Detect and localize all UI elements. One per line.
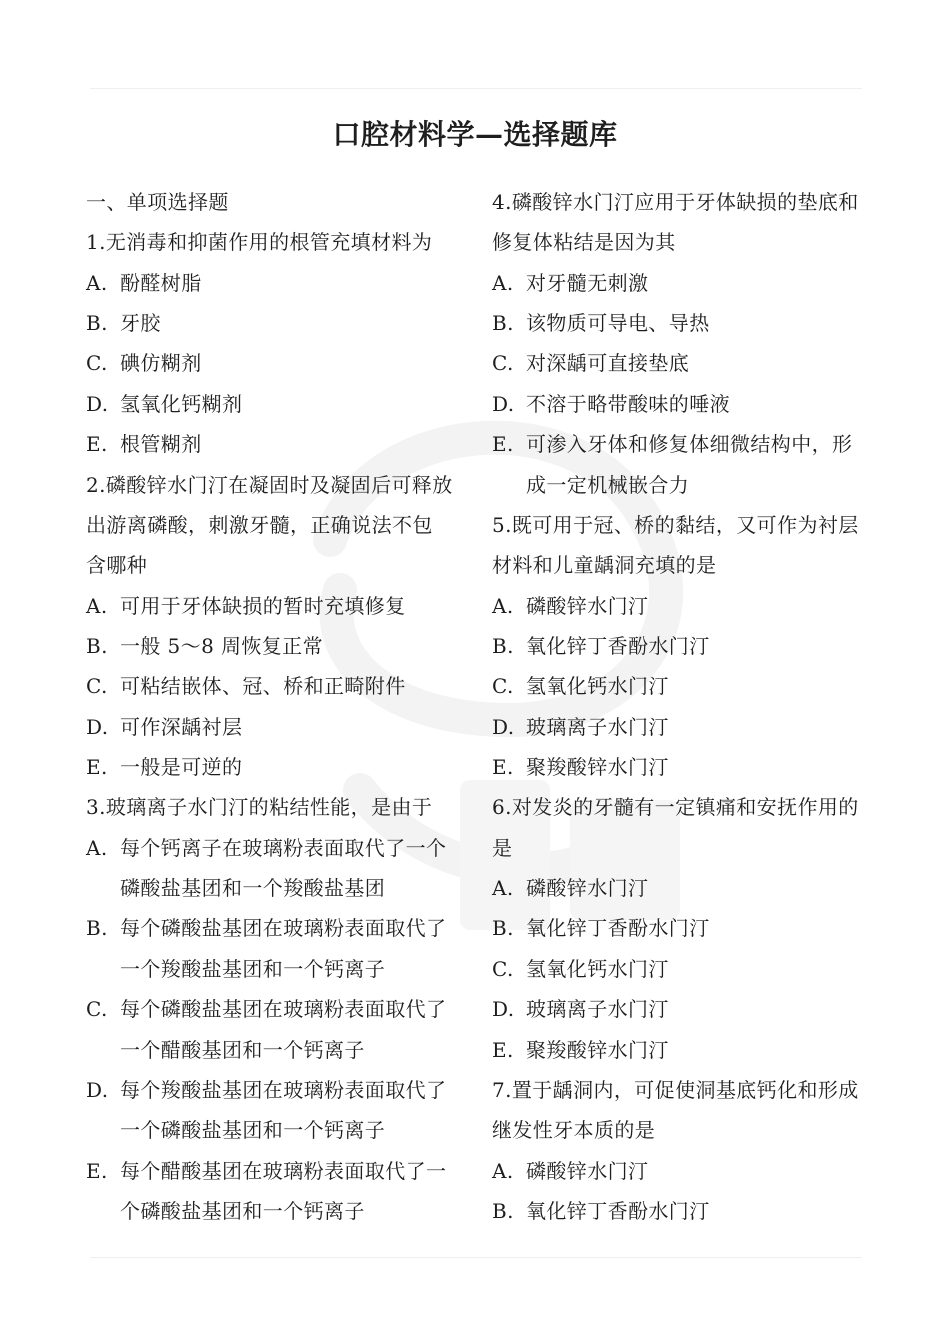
option-a (492, 586, 892, 626)
option-label: A. (86, 835, 108, 860)
option-b (492, 1191, 892, 1231)
option-label: B. (492, 1198, 514, 1223)
option-label: B. (492, 916, 514, 941)
option-text: 玻璃离子水门汀 (526, 714, 669, 739)
option-label: A. (492, 876, 514, 901)
option-label: E. (86, 432, 108, 457)
option-text: 玻璃离子水门汀 (526, 997, 669, 1022)
option-label: D. (86, 1077, 109, 1102)
option-label: D. (86, 391, 109, 416)
option-text: 聚羧酸锌水门汀 (526, 755, 669, 780)
option-text: 对深龋可直接垫底 (526, 351, 690, 376)
option-a (86, 263, 486, 303)
option-a (492, 263, 892, 303)
option-e (86, 1151, 486, 1191)
option-label: C. (86, 997, 108, 1022)
option-text: 氢氧化钙水门汀 (526, 956, 669, 981)
question-stem: 6.对发炎的牙髓有一定镇痛和安抚作用的 (492, 795, 859, 820)
option-text: 根管糊剂 (120, 432, 202, 457)
option-text: 一般 5～8 周恢复正常 (120, 633, 323, 658)
question-stem: 1.无消毒和抑菌作用的根管充填材料为 (86, 230, 433, 255)
option-a (492, 1151, 892, 1191)
option-text-continued: 一个磷酸盐基团和一个钙离子 (120, 1118, 386, 1143)
option-label: E. (492, 432, 514, 457)
option-text: 牙胶 (120, 311, 161, 336)
question-5 (492, 505, 892, 788)
option-c (86, 343, 486, 383)
option-text: 氢氧化钙糊剂 (120, 391, 243, 416)
option-label: C. (86, 351, 108, 376)
option-e (492, 1030, 892, 1070)
option-b (86, 908, 486, 948)
page-title: 口腔材料学—选择题库 (332, 118, 618, 151)
option-e (86, 424, 486, 464)
option-label: E. (492, 755, 514, 780)
option-text: 每个醋酸基团在玻璃粉表面取代了一 (120, 1158, 447, 1183)
footer-rule (90, 1257, 862, 1258)
option-e (492, 747, 892, 787)
question-4 (492, 182, 892, 505)
option-d (86, 707, 486, 747)
option-text-continued: 一个羧酸盐基团和一个钙离子 (120, 956, 386, 981)
option-text: 每个磷酸盐基团在玻璃粉表面取代了 (120, 997, 447, 1022)
option-label: B. (492, 633, 514, 658)
option-b (86, 303, 486, 343)
option-text: 可用于牙体缺损的暂时充填修复 (120, 593, 406, 618)
option-a (86, 828, 486, 868)
option-label: C. (492, 674, 514, 699)
option-label: E. (86, 755, 108, 780)
option-text: 每个羧酸盐基团在玻璃粉表面取代了 (120, 1077, 447, 1102)
option-text: 氧化锌丁香酚水门汀 (526, 633, 710, 658)
question-stem: 5.既可用于冠、桥的黏结，又可作为衬层 (492, 512, 859, 537)
option-d (86, 384, 486, 424)
question-1 (86, 222, 486, 464)
question-stem: 材料和儿童龋洞充填的是 (492, 553, 717, 578)
option-label: B. (492, 311, 514, 336)
option-text: 磷酸锌水门汀 (526, 1158, 649, 1183)
option-c (492, 949, 892, 989)
question-stem: 含哪种 (86, 553, 148, 578)
question-stem: 7.置于龋洞内，可促使洞基底钙化和形成 (492, 1077, 859, 1102)
option-text: 碘仿糊剂 (120, 351, 202, 376)
option-d (86, 1070, 486, 1110)
option-d (492, 384, 892, 424)
option-label: B. (86, 916, 108, 941)
option-text-continued: 个磷酸盐基团和一个钙离子 (120, 1198, 365, 1223)
option-text: 聚羧酸锌水门汀 (526, 1037, 669, 1062)
option-text: 氧化锌丁香酚水门汀 (526, 916, 710, 941)
option-label: D. (492, 391, 515, 416)
option-text: 每个磷酸盐基团在玻璃粉表面取代了 (120, 916, 447, 941)
option-d (492, 707, 892, 747)
option-label: B. (86, 311, 108, 336)
question-stem: 是 (492, 835, 513, 860)
option-text: 该物质可导电、导热 (526, 311, 710, 336)
question-stem: 4.磷酸锌水门汀应用于牙体缺损的垫底和 (492, 190, 859, 214)
left-column (86, 182, 486, 1231)
option-b (492, 908, 892, 948)
option-label: E. (86, 1158, 108, 1183)
option-text: 磷酸锌水门汀 (526, 876, 649, 901)
option-label: A. (492, 593, 514, 618)
option-e (492, 424, 892, 464)
option-c (492, 666, 892, 706)
question-7 (492, 1070, 892, 1231)
option-label: D. (492, 714, 515, 739)
option-text: 每个钙离子在玻璃粉表面取代了一个 (120, 835, 447, 860)
option-label: A. (492, 1158, 514, 1183)
header-rule (90, 88, 862, 89)
option-b (86, 626, 486, 666)
option-text-continued: 一个醋酸基团和一个钙离子 (120, 1037, 365, 1062)
option-label: D. (492, 997, 515, 1022)
option-text: 氧化锌丁香酚水门汀 (526, 1198, 710, 1223)
option-c (86, 666, 486, 706)
option-text: 酚醛树脂 (120, 270, 202, 295)
option-label: C. (86, 674, 108, 699)
option-text: 不溶于略带酸味的唾液 (526, 391, 730, 416)
question-stem: 出游离磷酸，刺激牙髓，正确说法不包 (86, 512, 433, 537)
option-label: A. (86, 593, 108, 618)
option-a (492, 868, 892, 908)
question-stem: 3.玻璃离子水门汀的粘结性能，是由于 (86, 795, 433, 820)
option-text: 可渗入牙体和修复体细微结构中，形 (526, 432, 853, 457)
section-heading: 一、单项选择题 (86, 190, 229, 214)
option-b (492, 626, 892, 666)
question-stem: 修复体粘结是因为其 (492, 230, 676, 255)
right-column (492, 182, 892, 1231)
option-label: C. (492, 351, 514, 376)
option-text-continued: 成一定机械嵌合力 (526, 472, 690, 497)
option-text: 一般是可逆的 (120, 755, 243, 780)
option-b (492, 303, 892, 343)
question-3 (86, 787, 486, 1231)
question-2 (86, 465, 486, 788)
option-text-continued: 磷酸盐基团和一个羧酸盐基团 (120, 876, 386, 901)
option-e (86, 747, 486, 787)
question-6 (492, 787, 892, 1070)
option-text: 可粘结嵌体、冠、桥和正畸附件 (120, 674, 406, 699)
option-label: E. (492, 1037, 514, 1062)
option-text: 磷酸锌水门汀 (526, 593, 649, 618)
option-c (86, 989, 486, 1029)
question-stem: 2.磷酸锌水门汀在凝固时及凝固后可释放 (86, 472, 453, 497)
question-stem: 继发性牙本质的是 (492, 1118, 656, 1143)
option-text: 可作深龋衬层 (120, 714, 243, 739)
option-a (86, 586, 486, 626)
option-d (492, 989, 892, 1029)
option-label: C. (492, 956, 514, 981)
option-c (492, 343, 892, 383)
option-text: 对牙髓无刺激 (526, 270, 649, 295)
option-text: 氢氧化钙水门汀 (526, 674, 669, 699)
option-label: A. (492, 270, 514, 295)
option-label: B. (86, 633, 108, 658)
option-label: D. (86, 714, 109, 739)
option-label: A. (86, 270, 108, 295)
